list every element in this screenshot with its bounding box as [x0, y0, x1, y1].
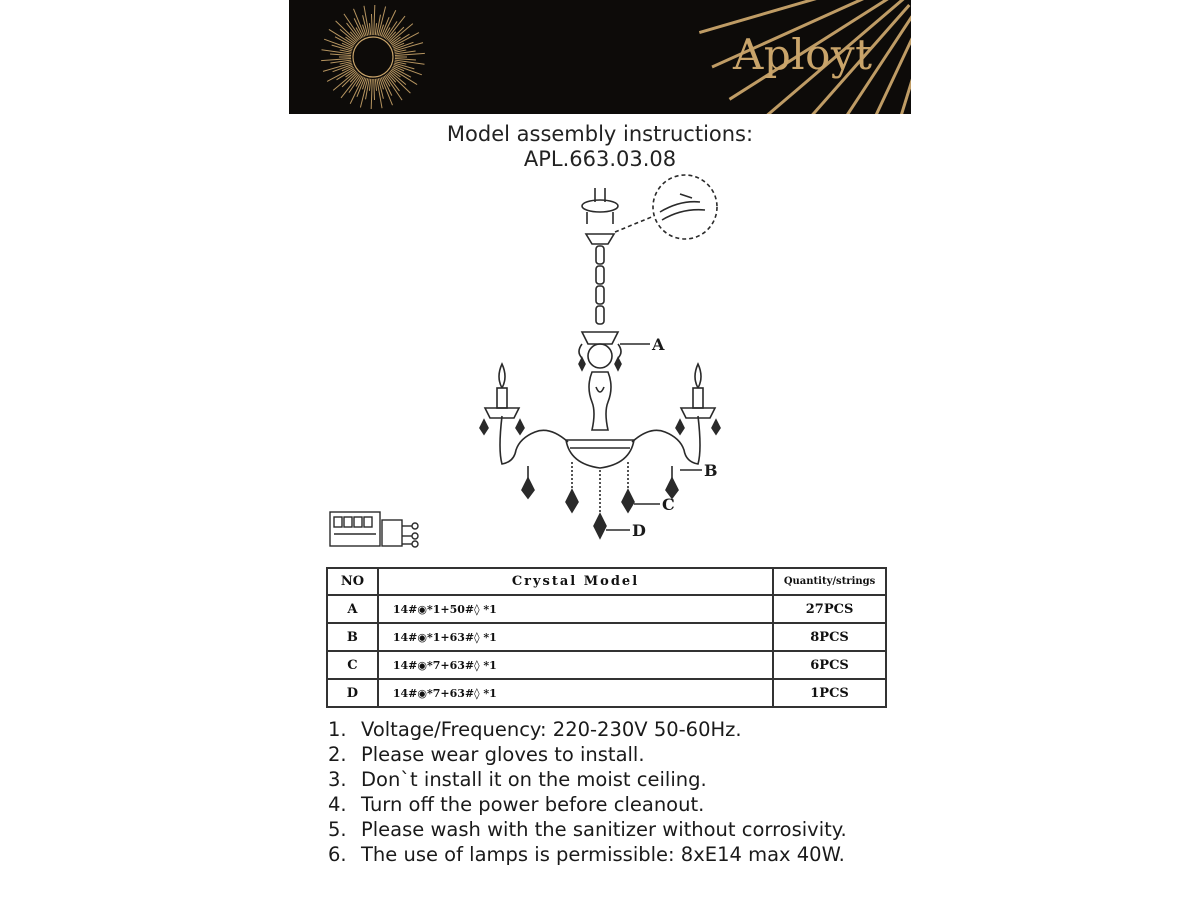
note-number: 2.: [328, 743, 347, 766]
list-item: [328, 792, 847, 817]
note-number: 5.: [328, 818, 347, 841]
row-model: 14#◉*1+50#◊ *1: [378, 595, 773, 623]
center-bowl-icon: [566, 440, 634, 468]
page-title: Model assembly instructions:: [446, 122, 754, 146]
note-text: Please wear gloves to install.: [361, 743, 645, 766]
note-text: Please wash with the sanitizer without corrosivity.: [361, 818, 847, 841]
label-a: A: [652, 335, 665, 354]
list-item: [328, 767, 847, 792]
note-number: 3.: [328, 768, 347, 791]
safety-notes-list: [328, 717, 847, 867]
chain-icon: [596, 246, 604, 324]
row-no: D: [327, 679, 378, 707]
right-candle-icon: [676, 364, 720, 434]
label-d: D: [632, 521, 646, 540]
table-row: [327, 651, 886, 679]
brand-name: Aployt: [733, 30, 873, 79]
row-no: A: [327, 595, 378, 623]
table-row: [327, 679, 886, 707]
list-item: [328, 717, 847, 742]
list-item: [328, 817, 847, 842]
sun-logo-icon: [353, 37, 393, 77]
table-row: [327, 595, 886, 623]
crystal-parts-table: [326, 567, 887, 708]
upper-crown-icon: [579, 332, 621, 370]
note-number: 4.: [328, 793, 347, 816]
note-number: 6.: [328, 843, 347, 866]
header-no: NO: [327, 568, 378, 595]
row-qty: 6PCS: [773, 651, 886, 679]
model-number: APL.663.03.08: [523, 147, 677, 171]
note-number: 1.: [328, 718, 347, 741]
part-callouts: [606, 344, 702, 530]
row-model: 14#◉*1+63#◊ *1: [378, 623, 773, 651]
header-crystal-model: Crystal Model: [378, 568, 773, 595]
brand-banner: [289, 0, 911, 114]
row-no: B: [327, 623, 378, 651]
row-no: C: [327, 651, 378, 679]
header-quantity: Quantity/strings: [773, 568, 886, 595]
row-model: 14#◉*7+63#◊ *1: [378, 679, 773, 707]
list-item: [328, 842, 847, 867]
row-model: 14#◉*7+63#◊ *1: [378, 651, 773, 679]
note-text: Don`t install it on the moist ceiling.: [361, 768, 707, 791]
row-qty: 8PCS: [773, 623, 886, 651]
table-row: [327, 623, 886, 651]
row-qty: 1PCS: [773, 679, 886, 707]
ceiling-mount-icon: [582, 188, 618, 244]
left-candle-icon: [480, 364, 524, 434]
note-text: Turn off the power before cleanout.: [361, 793, 705, 816]
note-text: The use of lamps is permissible: 8xE14 max 40W.: [361, 843, 845, 866]
crystal-drops-icon: [522, 462, 678, 538]
chandelier-diagram: [320, 172, 900, 562]
list-item: [328, 742, 847, 767]
note-text: Voltage/Frequency: 220-230V 50-60Hz.: [361, 718, 742, 741]
central-stem-icon: [589, 372, 611, 430]
terminal-block-icon: [330, 512, 418, 547]
table-header-row: [327, 568, 886, 595]
row-qty: 27PCS: [773, 595, 886, 623]
label-c: C: [662, 495, 675, 514]
wiring-detail-icon: [615, 175, 717, 239]
label-b: B: [704, 461, 718, 480]
